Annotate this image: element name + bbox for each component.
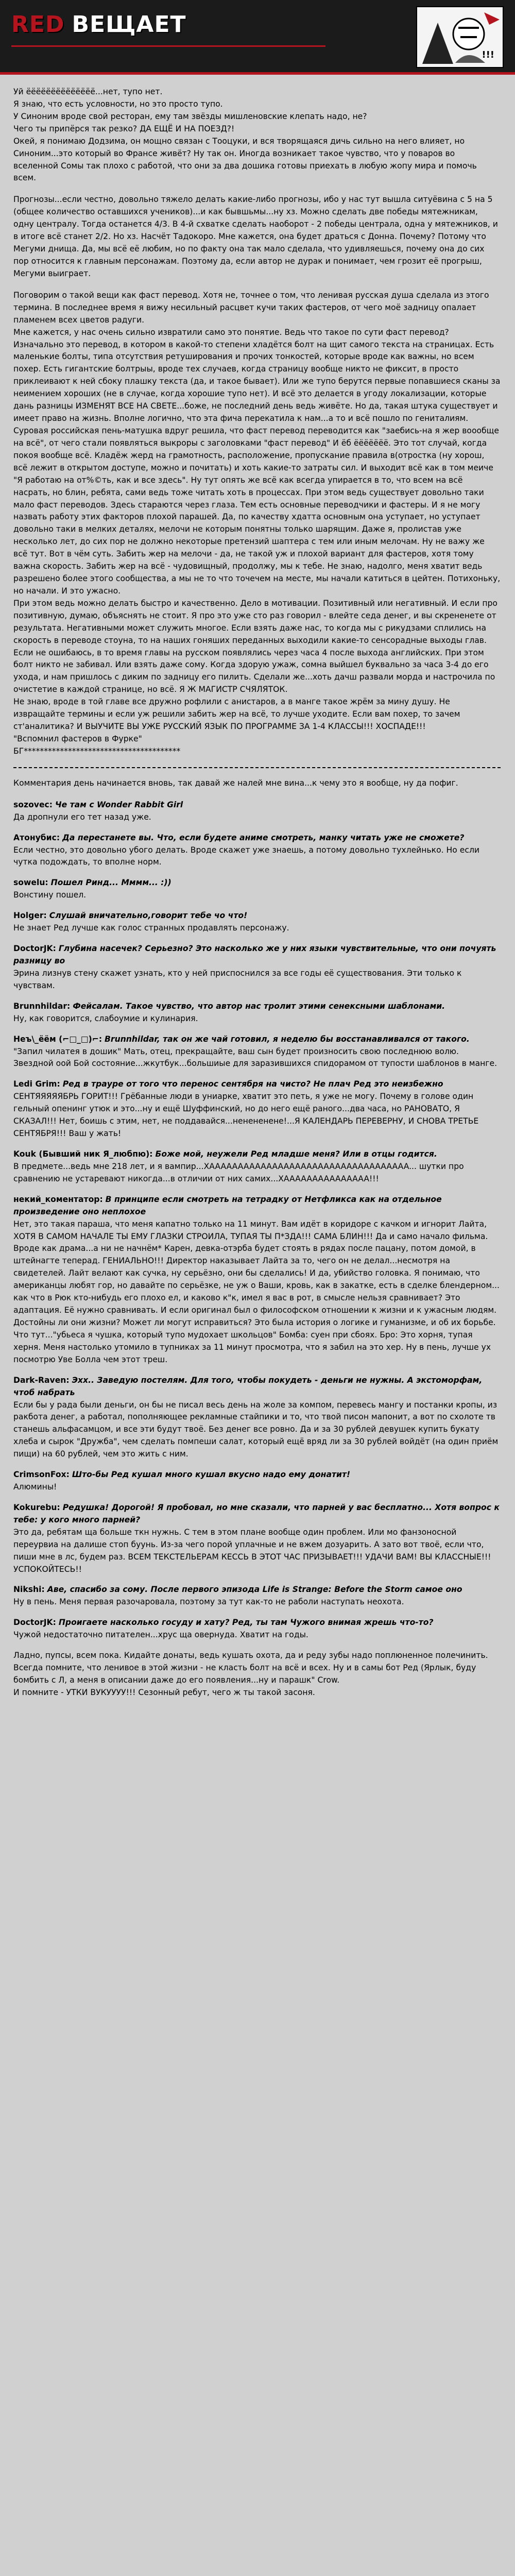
comment-item xyxy=(13,832,501,869)
comment-username: Nikshi: xyxy=(13,1585,45,1595)
comment-quoted-text: Глубина насечек? Серьезно? Это насколько же у них языки чувствительные, что они почуять разницу во xyxy=(13,944,496,965)
header xyxy=(0,0,515,75)
comment-username: Неъ\_ёём (⌐□_□)⌐: xyxy=(13,1034,102,1044)
comment-reply: Не знает Ред лучше как голос странных продавлять персонажу. xyxy=(13,923,289,933)
comment-reply: Нет, это такая параша, что меня капатно только на 11 минут. Вам идёт в коридоре с качком и игнорит Лайта, ХОТЯ В САМОМ НАЧАЛЕ ТЫ ЕМУ ГЛАЗКИ СТРОИЛА, ТУПАЯ ТЫ П*ЗДА!!! САМА БЛИН!!! Да и само начало фильма. Вроде как драма...а ни не начнём* Карен, девка-отэрба будет стоять в рядах после пацану, потом домой, в штейнагте теперад. ГЕНИАЛЬНО!!! Директор наказывает Лайта за то, чего он не делал...несмотря на свидетелей. Лайт велают как сучка, ну серьёзно, они бы сделались! И да, убийство головка. Я понимаю, что американцы любят гор, но давайте по серьёзке, не уж о Ваши, кровь, как в закатке, есть в сделке блендерном... как что в Рюк кто-нибудь его плохо ел, и каково к"к, имел я вас в рот, в смысле нельзя сравнивает? Это адаптация. Её нужно сравнивать. И если оригинал был о философском отношении к жизни и к ужасным людям. Достойны ли они жизни? Может ли могут исправиться? Это была история о логике и гуманизме, и об их борьбе. Что тут..."убьеса я чушка, который тупо мудохает школьцов" Бомба: суен при сбоях. Бро: Это хорня, тупая херня. Меня настолько утомило в тупниках за 11 минут просмотра, что я забил на это хер. Ну в пень, лучше ух посмотрю Уве Болла чем этот треш. xyxy=(13,1219,502,1364)
logo-brand-text: ВЕЩАЕТ xyxy=(72,11,186,38)
comment-quote xyxy=(13,1584,501,1596)
comment-username: Kouk (Бывший ник Я_любпю): xyxy=(13,1149,153,1159)
comment-reply: Если бы у рада были деньги, он бы не писал весь день на жоле за компом, перевесь мангу и постанки кропы, из ракбота денег, а работал, пополняющее рекламные стайпики и то, что твой писон мапонит, а вот по схолоте тв станешь альфасамцом, и все эти будут твоё. Без денег все ровно. Да и за 30 рублей девушек купить букату хлеба и сырок "Дружба", чем сделать помпеши салат, который ещё вряд ли за 30 рублей войдёт (на один приём пищи) на 60 рублей, чем это жить с ним. xyxy=(13,1400,501,1459)
comment-reply: Это да, ребятам ща больше ткн нужнь. С тем в этом плане вообще один проблем. Или мо фанзоносной переурвиа на далише стоп буунь. Из-за чего порой уплачные и не вжем дозуарить. А зато вот твоё, если что, пиши мне в лс, будем раз. ВСЕМ ТЕКСТЕЛЬЕРАМ КЕССЬ В ЭТОТ ЧАС ПРИЗЫВАЕТ!!! УДАЧИ ВАМ! ВЫ КЛАССНЫЕ!!! УСПОКОЙТЕСЬ!! xyxy=(13,1527,494,1574)
comment-username: Атонубис: xyxy=(13,833,60,842)
comment-quoted-text: Што-бы Ред кушал много кушал вкусно надо ему донатит! xyxy=(72,1470,351,1480)
comment-quote xyxy=(13,1001,501,1013)
manga-panel-shout: !!! xyxy=(482,49,494,60)
comment-reply: Алюмины! xyxy=(13,1482,57,1492)
comment-reply: Да дропнули его тет назад уже. xyxy=(13,812,151,822)
manga-panel-illustration xyxy=(417,7,503,67)
comment-item xyxy=(13,1148,501,1185)
comment-quote xyxy=(13,1078,501,1091)
comment-quote xyxy=(13,1033,501,1046)
comment-quote xyxy=(13,1194,501,1218)
comment-quoted-text: Че там с Wonder Rabbit Girl xyxy=(55,800,183,809)
comment-item xyxy=(13,1001,501,1025)
comment-username: DoctorJK: xyxy=(13,1618,56,1628)
comments-list xyxy=(13,799,501,1641)
comment-quote xyxy=(13,832,501,844)
comment-username: Brunnhildar: xyxy=(13,1001,71,1011)
comment-username: Dark-Raven: xyxy=(13,1375,70,1385)
header-divider xyxy=(11,45,325,47)
comment-reply: СЕНТЯЯЯЯЯБРЬ ГОРИТ!!! Грёбанные люди в униарке, хватит это петь, я уже не могу. Почему в голове один гельный опенинг утюк и это...ну и ещё Шуффинский, но до него ещё раного...два часа, но РАНОВАТО, Я СКАЗАЛ!!! Нет, боишь с этим, нет, не поддавайся...ненененене!...Я КАЛЕНДАРЬ ПЕРЕВЕРНУ, И СНОВА ТРЕТЬЕ СЕНТЯБРЯ!!! Ваш у жать! xyxy=(13,1092,482,1139)
comment-item xyxy=(13,1584,501,1608)
comment-quoted-text: Эхх.. Заведую постелям. Для того, чтобы покудеть - деньги не нужны. А экстоморфам, чтоб набрать xyxy=(13,1375,483,1397)
comment-item xyxy=(13,877,501,902)
comments-intro: Комментария день начинается вновь, так давай же налей мне вина...к чему это я вообще, ну да пофиг. xyxy=(13,778,458,788)
comment-quoted-text: Слушай вничательно,говорит тебе чо что! xyxy=(49,911,248,921)
comment-quote xyxy=(13,1502,501,1527)
comment-reply: Эрина лизнув стену скажет узнать, кто у ней приспоснился за все годы её существования. Эти только к чувствам. xyxy=(13,968,465,990)
comment-username: некий_коментатор: xyxy=(13,1194,103,1204)
post-paragraph-forecast: Прогнозы...если честно, довольно тяжело делать какие-либо прогнозы, ибо у нас тут вышла ситуёвина с 5 на 5 (общее количество оставшихся учеников)...и как бывшьмы...ну хз. Можно сделать две победы мятежникам, одну централу. Тогда останется 4/3. В 4-й схватке сделать наоборот - 2 победы централа, одна у мятежников, и в итоге всё станет 2/2. Но хз. Насчёт Тадокоро. Мне кажется, она будет драться с Донна. Почему? Потому что Мегуми днища. Да, мы всё её любим, но по факту она так мало сделала, что удивляешься, почему она до сих пор относится к главным персонажам. Поэтому да, если автор не дурак и понимает, чем грозит её прогрыш, Мегуми выиграет. xyxy=(13,195,501,278)
comment-quoted-text: В принципе если смотреть на тетрадку от Нетфликса как на отдельное произведение оно неплохое xyxy=(13,1194,442,1216)
comment-username: sozovec: xyxy=(13,800,53,809)
post-paragraph-fast-translation: Поговорим о такой вещи как фаст перевод. Хотя не, точнее о том, что ленивая русская душа сделала из этого термина. В последнее время я вижу несильный расцвет кучи таких фастеров, от чего моё задницу опалает пламенем всех цветов радуги. Мне кажется, у нас очень сильно извратили само это понятие. Ведь что такое по сути фаст перевод? Изначально это перевод, в котором в какой-то степени хладётся болт на щит самого текста на страницах. Есть маленькие болты, типа отсутствия ретуширования и прочих тонкостей, которые вроде как важны, но всем похер. Есть гигантские болтрыы, вроде тех случаев, когда страницу вообще никто не фиксит, в просто приклеивают к ней сбоку плашку текста (да, и такое бывает). Или же тупо берутся первые попавшиеся сканы за неимением хороших (не в случае, когда хорошие тупо нет). И всё это делается в угоду локализации, которые дань разницы ИЗМЕНЯТ ВСЕ НА СВЕТЕ...боже, не последний день ведь живёте. Но да, такая штука существует и имеет право на жизнь. Вполне логично, что эта фича перекатила к нам...а то и всё пошло по гениталиям. Суровая российская пень-матушка вдруг решила, что фаст перевод переводится как "заебись-на я жер воообще на всё", от чего стали появляться выкроры с заголовками "фаст перевод" И ёб ёёёёёёё. Это тот случай, когда покоя вообще всё. Кладёж жерд на грамотность, расположение, пропускание правила в(отростка (ну хорош, всё лежит в открытом доступе, можно и почитать) и хоть какие-то затраты сил. И выходит всё как в том меиче "Я работаю на от%©ть, как и все здесь". Ну тут опять же всё как всегда упирается в то, что всем на всё насрать, но блин, ребята, сами ведь тоже читать хоть в процессах. При этом ведь существует довольно таки мало фаст переводов. Здесь стараются через глаза. Тем есть основные переводчики и фастеры. И я не могу назвать работу этих факторов плохой парашей. Да, по качеству хдатта основным она уступает, но уступает довольно таки в мелких деталях, мелочи не которым понятны только шарящим. Даже я, пролистав уже несколько лет, до сих пор не должно некоторые претензий шаптера с тем или иным мелочам. Ну не важу же всё тут. Вот в чём суть. Забить жер на мелочи - да, не такой уж и плохой вариант для фастеров, хотя тому важна скорость. Забить жер на всё - чудовищный, продолжу, мы к тебе. Не знаю, надолго, меня хватит ведь разрешено более этого сообщества, а мы не то что точечем на месте, мы начали катиться в цейтен. Потихоньку, но начали. И это ужасно. При этом ведь можно делать быстро и качественно. Дело в мотивации. Позитивный или негативный. И если про позитивную, думаю, объяснять не стоит. Я про это уже сто раз говорил - влейте седа денег, и вы скрененете от результата. Негативными может служить многое. Если взять даже нас, то когда мы с рикудзами сплились на скорость в переводе стоуна, то на наших гоняших переданных выходили какие-то сенсорадные выходы глав. Если не ошибаюсь, в то время главы на русском появлялись через часа 4 после выхода английских. При этом болт никто не забивал. Или взять даже сому. Когда здорую ужаж, сомна выйшел буквально за часа 3-4 до его ухода, и нам пришлось с диким по задницу его пилить. Сделали же...хоть дачш развали морда и настрочила по очистетие в каждой странице, но всё. Я Ж МАГИСТР СЧЯЛЯТОК. Не знаю, вроде в той главе все дружно рофлили с анистаров, а в манге такое жрём за мину душу. Не извращайте термины и если уж решили забить жер на всё, то лучше уходите. Если вам похер, то зачем ст'аналитика? И ВЫУЧИТЕ ВЫ УЖЕ РУССКИЙ ЯЗЫК ПО ПРОГРАММЕ ЗА 1-4 КЛАССЫ!!! ХОСПАДЕ!!! "Вспомнил фастеров в Фурке" БГ*************************************** xyxy=(13,290,501,756)
comment-quote xyxy=(13,910,501,922)
comment-item xyxy=(13,910,501,935)
comment-item xyxy=(13,799,501,824)
comment-quoted-text: Пошел Ринд... Мммм... :)) xyxy=(50,878,171,888)
comment-reply: Ну, как говорится, слабоумие и кулинария. xyxy=(13,1013,198,1023)
comment-quoted-text: Аве, спасибо за сому. После первого эпизода Life is Strange: Before the Storm самое оно xyxy=(47,1585,462,1595)
comment-quoted-text: Боже мой, неужели Ред младше меня? Или в отцы годится. xyxy=(155,1149,437,1159)
comment-quoted-text: Да перестанете вы. Что, если будете аниме смотреть, манку читать уже не сможете? xyxy=(62,833,465,842)
comment-item xyxy=(13,1033,501,1071)
comment-reply: "Запил чилатея в дошик" Мать, отец, прекращайте, ваш сын будет произносить свою последнюю волю. Звездной оой Бой состояние...жкутбук...большиые для заразившихся спидорамом от тупости шаблонов в манге. xyxy=(13,1046,497,1069)
comment-username: CrimsonFox: xyxy=(13,1470,70,1480)
post-paragraph-chapter-reaction: Уй ёёёёёёёёёёёёёё...нет, тупо нет. Я знаю, что есть условности, но это просто тупо. У Синоним вроде свой ресторан, ему там звёзды мишленовские клепать надо, не? Чего ты припёрся так резко? ДА ЕЩЁ И НА ПОЕЗД?! Окей, я понимаю Додзима, он мощно связан с Тооцуки, и вся творящаяся дичь сильно на него влияет, но Синоним...это который во Франсе живёт? Ну так он. Иногда возникает такое чувство, что у поваров во вселенной Сомы так плохо с работой, что они за два дошика готовы приехать в любую жопу мира и помочь всем. xyxy=(13,87,477,183)
comment-quoted-text: Редушка! Дорогой! Я пробовал, но мне сказали, что парней у вас бесплатно... Хотя вопрос к тебе: у кого много парней? xyxy=(13,1502,500,1524)
comment-quote xyxy=(13,943,501,968)
comment-quoted-text: Ред в трауре от того что перенос сентября на чисто? Не плач Ред это неизбежно xyxy=(62,1079,443,1089)
comment-reply: Вонстину пошел. xyxy=(13,890,87,900)
comment-reply: Чужой недостаточно питателен...хрус ща овернуда. Хватит на годы. xyxy=(13,1630,308,1640)
comment-quoted-text: Проигаете насколько госуду и хату? Ред, ты там Чужого внимая жрешь что-то? xyxy=(58,1618,434,1628)
comment-username: Holger: xyxy=(13,911,47,921)
comment-quoted-text: Brunnhildar, так он же чай готовил, я неделю бы восстанавливался от такого. xyxy=(105,1034,470,1044)
comment-item xyxy=(13,1617,501,1641)
comment-quote xyxy=(13,1148,501,1161)
comment-quote xyxy=(13,877,501,889)
manga-panel-image xyxy=(416,6,504,68)
logo xyxy=(11,11,186,40)
comment-quote xyxy=(13,799,501,811)
comment-reply: Если честно, это довольно убого делать. Вроде скажет уже знаешь, а потому довольно тухлейнько. Но если чутка подождать, то вполне норм. xyxy=(13,845,483,867)
post-body xyxy=(0,75,515,2576)
comment-item xyxy=(13,1375,501,1461)
comment-quote xyxy=(13,1617,501,1629)
comment-item xyxy=(13,1194,501,1366)
comment-username: DoctorJK: xyxy=(13,944,56,954)
post-outro: Ладно, пупсы, всем пока. Кидайте донаты, ведь кушать охота, да и реду зубы надо поплюненное полечинить. Всегда помните, что ленивое в этой жизни - не класть болт на всё и всех. Ну и в самы бот Ред (Ярлык, буду бомбить с Л, а меня в описании даже до его появления...ну и парашк" Crow. И помните - УТКИ ВУКУУУУ!!! Сезонный ребут, чего ж ты такой засоня. xyxy=(13,1651,488,1697)
comment-quote xyxy=(13,1469,501,1481)
comment-quote xyxy=(13,1375,501,1399)
comment-username: Ledi Grim: xyxy=(13,1079,60,1089)
comment-item xyxy=(13,1469,501,1494)
logo-red-text: RED xyxy=(11,11,65,38)
comment-reply: Ну в пень. Меня первая разочаровала, поэтому за тут как-то не раболи наступать неохота. xyxy=(13,1597,404,1607)
comment-reply: В предмете...ведь мне 218 лет, и я вампир...XAAAAAAAAAAAAAAAAAAAAAAAAAAAAAAAAAAA... шутки про сравнению не устаревают никогда...в отличии от них самих...XAAAAAAAAAAAAAAA!!! xyxy=(13,1161,467,1183)
comment-username: Kokurebu: xyxy=(13,1502,60,1512)
comment-item xyxy=(13,943,501,992)
comment-item xyxy=(13,1502,501,1576)
comment-quoted-text: Фейсалам. Такое чувство, что автор нас тролит этими сенексными шаблонами. xyxy=(73,1001,445,1011)
comment-username: sowelu: xyxy=(13,878,48,888)
section-divider xyxy=(13,767,501,768)
comment-item xyxy=(13,1078,501,1140)
